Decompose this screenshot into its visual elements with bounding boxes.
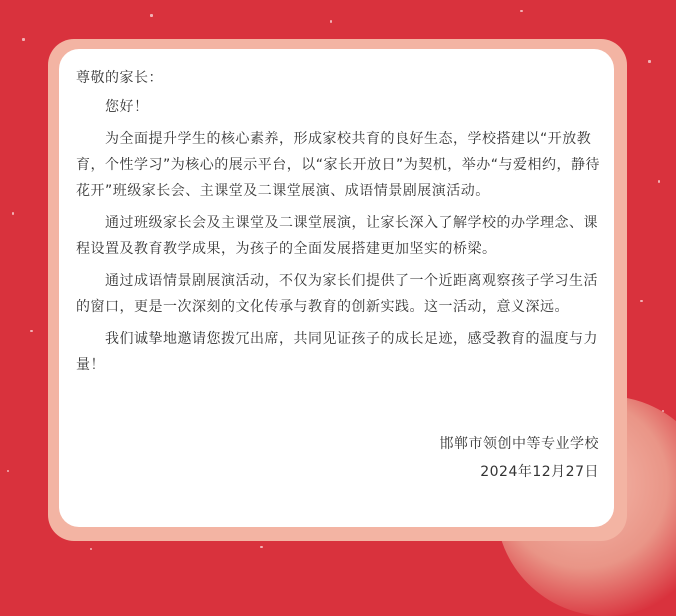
salutation: 尊敬的家长： [76,70,163,86]
signature-block [440,430,600,486]
confetti-dot [520,10,523,12]
paragraph-idiom-drama: 通过成语情景剧展演活动，不仅为家长们提供了一个近距离观察孩子学习生活的窗口，更是一次深刻的文化传承与教育的创新实践。这一活动，意义深远。 [76,273,598,315]
invitation-letter [76,64,606,378]
confetti-dot [22,38,25,41]
paragraph-invitation: 我们诚挚地邀请您拨冗出席，共同见证孩子的成长足迹，感受教育的温度与力量！ [76,331,598,373]
confetti-dot [30,330,33,332]
confetti-dot [260,546,263,548]
confetti-dot [330,20,332,23]
letter-date: 2024年12月27日 [480,464,599,480]
confetti-dot [658,180,660,183]
paragraph-parent-meeting: 通过班级家长会及主课堂及二课堂展演，让家长深入了解学校的办学理念、课程设置及教育教学成果，为孩子的全面发展搭建更加坚实的桥梁。 [76,215,598,257]
greeting: 您好！ [105,99,149,115]
confetti-dot [648,60,651,63]
confetti-dot [12,212,14,215]
confetti-dot [90,548,92,550]
confetti-dot [150,14,153,17]
confetti-dot [640,300,643,302]
paragraph-intro: 为全面提升学生的核心素养，形成家校共育的良好生态，学校搭建以“开放教育，个性学习”为核心的展示平台，以“家长开放日”为契机，举办“与爱相约，静待花开”班级家长会、主课堂及二课堂展演、成语情景剧展演活动。 [76,131,601,199]
confetti-dot [7,470,9,472]
school-name: 邯郸市领创中等专业学校 [439,436,599,452]
